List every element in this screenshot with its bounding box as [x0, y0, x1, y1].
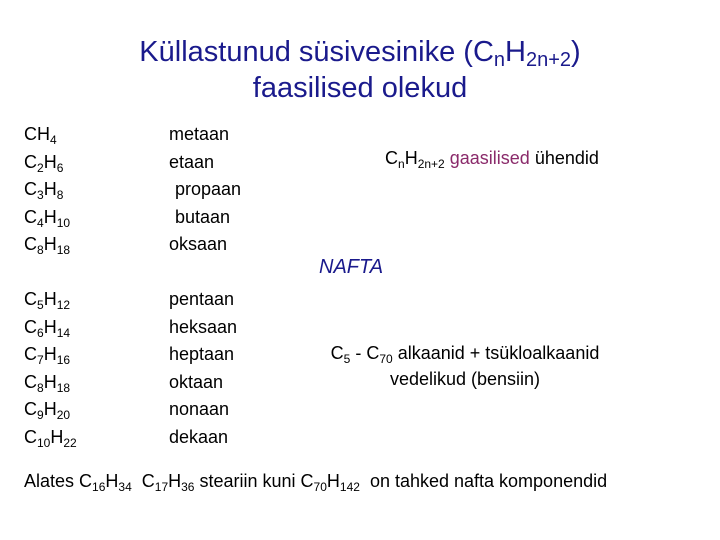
compound-name: propaan [175, 179, 242, 199]
formula: $C_7H_{16}$ [24, 344, 71, 367]
formula: $C_9H_{20}$ [24, 399, 71, 422]
formula: $C_2H_6$ [24, 151, 64, 175]
solid-note: Alates $C_{16}H_{34}$ $C_{17}H_{36}$ steariin kuni $C_{70}H_{142}$ on tahked nafta komponendid [24, 471, 608, 494]
formula: $C_8H_{18}$ [24, 371, 71, 395]
formula: $CH_4$ [24, 124, 57, 147]
title-line-2: faasilised olekud [252, 72, 468, 104]
liquid-note-line-1: $C_5 - C_{70}$ alkaanid + tsükloalkaanid [330, 343, 600, 366]
formula: $C_8H_{18}$ [24, 234, 71, 257]
gaseous-names [169, 121, 241, 259]
title-subscript: 2n+2 [525, 49, 572, 71]
compound-name: nonaan [169, 399, 230, 419]
compound-name: oktaan [169, 371, 224, 392]
formula: $C_4H_{10}$ [24, 206, 71, 230]
gaseous-note: $C_nH_{2n+2}$ gaasilised ühendid [385, 148, 599, 171]
gaseous-highlight: gaasilised [449, 148, 530, 168]
gaseous-formulas [24, 121, 70, 259]
compound-name: heptaan [169, 344, 235, 364]
liquid-note-line-2: vedelikud (bensiin) [389, 369, 541, 389]
compound-name: dekaan [169, 426, 229, 447]
title-text: Küllastunud süsivesinike (C [139, 36, 494, 68]
formula: $C_5H_{12}$ [24, 289, 71, 312]
liquid-note [300, 340, 630, 392]
liquid-names [169, 286, 237, 451]
formula: $C_3H_8$ [24, 179, 64, 202]
title-subscript: n [493, 49, 506, 71]
slide-title [0, 34, 720, 106]
compound-name: heksaan [169, 316, 238, 337]
formula: $C_{10}H_{22}$ [24, 426, 77, 450]
compound-name: etaan [169, 151, 215, 172]
compound-name: pentaan [169, 289, 235, 309]
compound-name: metaan [169, 124, 230, 144]
liquid-formulas [24, 286, 77, 451]
title-line-1 [0, 34, 720, 70]
formula: $C_6H_{14}$ [24, 316, 71, 340]
compound-name: butaan [175, 206, 231, 227]
nafta-label: NAFTA [319, 256, 384, 278]
title-text: H [505, 36, 526, 68]
compound-name: oksaan [169, 234, 228, 254]
title-text: ) [571, 36, 581, 68]
